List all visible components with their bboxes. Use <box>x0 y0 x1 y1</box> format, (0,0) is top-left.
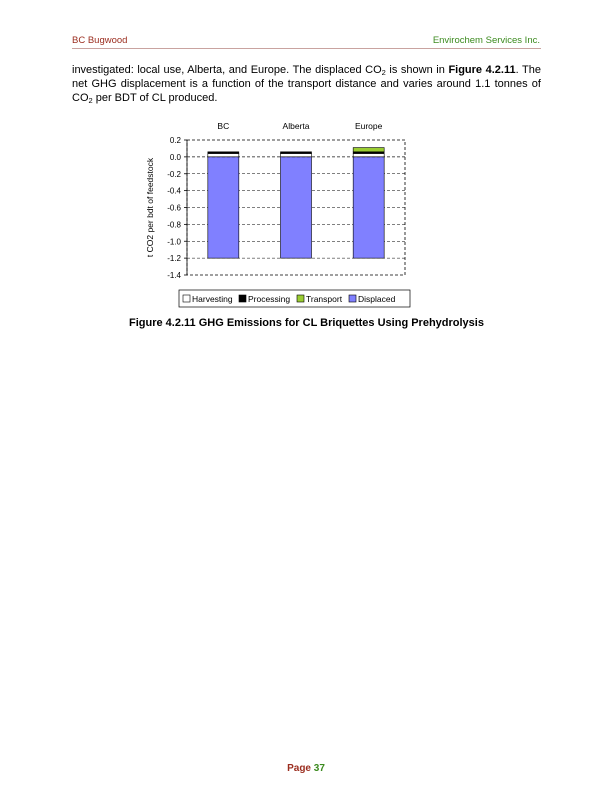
bar-displaced-alberta <box>281 157 312 258</box>
bar-processing-bc <box>208 152 239 154</box>
header-divider <box>72 48 541 49</box>
bar-transport-europe <box>353 148 384 152</box>
body-text-2: is shown in <box>385 64 449 76</box>
category-label: Alberta <box>282 121 310 131</box>
y-tick-label: 0.2 <box>169 136 181 145</box>
y-tick-label: -0.4 <box>167 186 181 196</box>
y-tick-label: -0.8 <box>167 220 181 230</box>
bar-displaced-bc <box>208 157 239 258</box>
header-left-title: BC Bugwood <box>72 35 128 46</box>
legend-swatch-processing <box>239 295 246 302</box>
category-label: Europe <box>354 121 383 131</box>
page-label: Page <box>287 763 311 774</box>
y-tick-label: -0.2 <box>167 169 181 179</box>
y-tick-label: -1.2 <box>167 254 181 264</box>
body-text-3: . The net GHG displacement is a function of the transport distance and varies around 1.1 tonnes of CO <box>72 64 541 104</box>
legend-label-transport: Transport <box>306 294 343 304</box>
bar-harvesting-europe <box>353 154 384 157</box>
y-tick-label: -1.0 <box>167 237 181 247</box>
body-paragraph <box>72 63 541 105</box>
legend-label-displaced: Displaced <box>358 294 396 304</box>
y-tick-label: -0.6 <box>167 203 181 213</box>
legend-swatch-harvesting <box>183 295 190 302</box>
legend-label-harvesting: Harvesting <box>192 294 233 304</box>
y-axis-title: t CO2 per bdt of feedstock <box>145 157 155 258</box>
page-number: 37 <box>313 763 325 774</box>
legend-swatch-transport <box>297 295 304 302</box>
legend-label-processing: Processing <box>248 294 291 304</box>
y-tick-label: -1.4 <box>167 271 181 280</box>
bar-harvesting-alberta <box>281 154 312 157</box>
legend-swatch-displaced <box>349 295 356 302</box>
body-text-4: per BDT of CL produced. <box>92 92 218 104</box>
bar-processing-alberta <box>281 152 312 154</box>
bar-displaced-europe <box>353 157 384 258</box>
ghg-emissions-chart <box>138 115 428 315</box>
body-text-1: investigated: local use, Alberta, and Europe. The displaced CO <box>72 64 382 76</box>
figure-reference: Figure 4.2.11 <box>448 64 516 76</box>
page-footer <box>0 763 612 774</box>
bar-harvesting-bc <box>208 154 239 157</box>
header-right-company: Envirochem Services Inc. <box>432 35 540 46</box>
y-tick-label: 0.0 <box>169 152 181 162</box>
subscript-2b: 2 <box>88 96 93 105</box>
figure-caption: Figure 4.2.11 GHG Emissions for CL Briquettes Using Prehydrolysis <box>129 317 484 329</box>
subscript-2: 2 <box>381 68 386 77</box>
category-label: BC <box>217 121 230 131</box>
